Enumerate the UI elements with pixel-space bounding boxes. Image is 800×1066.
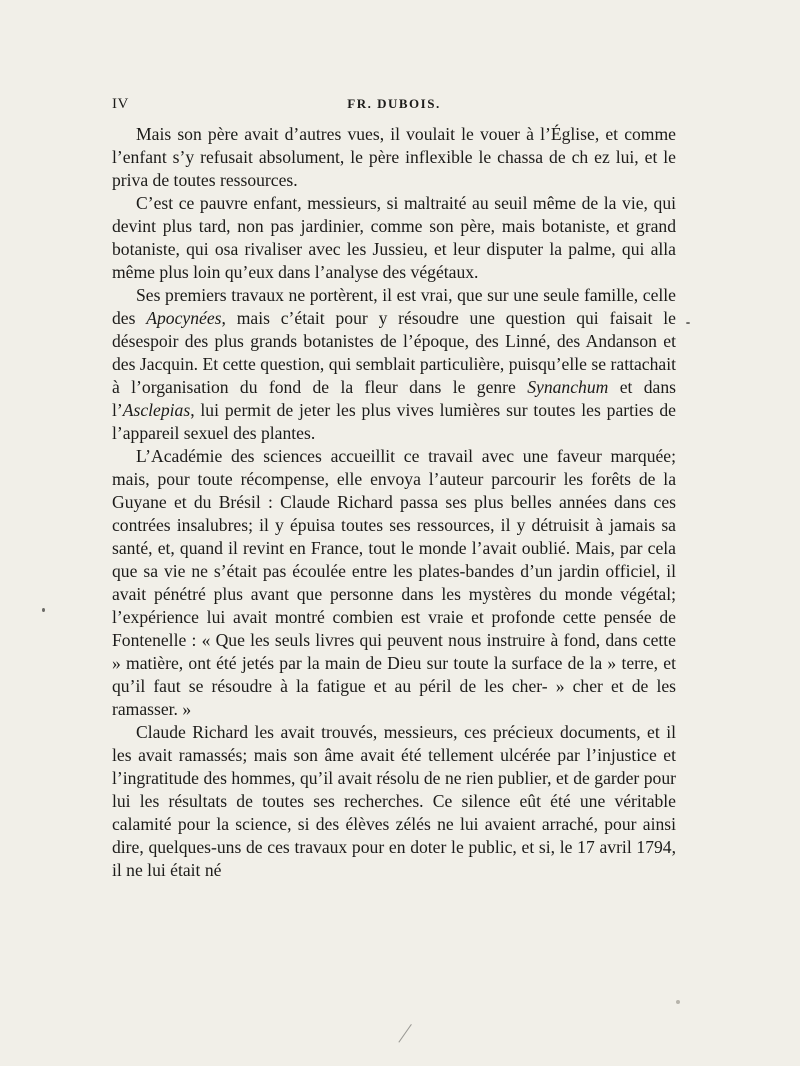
text-run: Ses premiers travaux ne portèrent, il est vrai, que sur une seule famille, celle des: [112, 285, 676, 328]
scan-speck: [42, 608, 45, 612]
text-run: L’Académie des sciences accueillit ce travail avec une faveur marquée; mais, pour toute récompense, elle envoya l’auteur parcourir les forêts de la Guyane et du Brésil : Claude Richard passa ses plus belles années dans ces contrées insalubres; il y épuisa toutes ses ressources, il y détruisit à jamais sa santé, et, quand il revint en France, tout le monde l’avait oublié. Mais, par cela que sa vie ne s’était pas écoulée entre les plates-bandes d’un jardin officiel, il avait pénétré plus avant que personne dans les mystères du monde végétal; l’expérience lui avait montré combien est vraie et profonde cette pensée de Fontenelle : « Que les seuls livres qui peuvent nous instruire à fond, dans cette » matière, ont été jetés par la main de Dieu sur toute la surface de la » terre, et qu’il faut se résoudre à la fatigue et au péril de les cher- » cher et de les ramasser. »: [112, 446, 676, 719]
paragraph: [112, 123, 676, 192]
text-run: , mais c’était pour y résoudre une question qui faisait le désespoir des plus grands botanistes de l’époque, des Linné, des Andanson et des Jacquin. Et cette question, qui semblait particulière, puisqu’elle se rattachait à l’organisation du fond de la fleur dans le genre: [112, 308, 676, 397]
paragraph: [112, 284, 676, 445]
italic-term: Apocynées: [146, 308, 222, 328]
text-run: , lui permit de jeter les plus vives lumières sur toutes les parties de l’appareil sexuel des plantes.: [112, 400, 676, 443]
paragraph: [112, 192, 676, 284]
page-header: [112, 96, 676, 120]
scan-speck: [686, 322, 690, 324]
text-run: Mais son père avait d’autres vues, il voulait le vouer à l’Église, et comme l’enfant s’y refusait absolument, le père inflexible le chassa de ch ez lui, et le priva de toutes ressources.: [112, 124, 676, 190]
paragraph: [112, 445, 676, 721]
page-number: IV: [112, 96, 129, 112]
text-run: C’est ce pauvre enfant, messieurs, si maltraité au seuil même de la vie, qui devint plus tard, non pas jardinier, comme son père, mais botaniste, et grand botaniste, qui osa rivaliser avec les Jussieu, et leur disputer la palme, qui alla même plus loin qu’eux dans l’analyse des végétaux.: [112, 193, 676, 282]
body-text: [112, 123, 676, 882]
scan-speck: [676, 1000, 680, 1004]
scan-stroke: [398, 1024, 411, 1043]
text-run: et dans l’: [112, 377, 676, 420]
paragraph: [112, 721, 676, 882]
running-head: FR. DUBOIS.: [347, 96, 441, 111]
italic-term: Synanchum: [527, 377, 609, 397]
italic-term: Asclepias: [122, 400, 191, 420]
text-run: Claude Richard les avait trouvés, messieurs, ces précieux documents, et il les avait ramassés; mais son âme avait été tellement ulcérée par l’injustice et l’ingratitude des hommes, qu’il avait résolu de ne rien publier, et de garder pour lui les résultats de toutes ses recherches. Ce silence eût été une véritable calamité pour la science, si des élèves zélés ne lui avaient arraché, pour ainsi dire, quelques-uns de ces travaux pour en doter le public, et si, le 17 avril 1794, il ne lui était né: [112, 722, 676, 880]
